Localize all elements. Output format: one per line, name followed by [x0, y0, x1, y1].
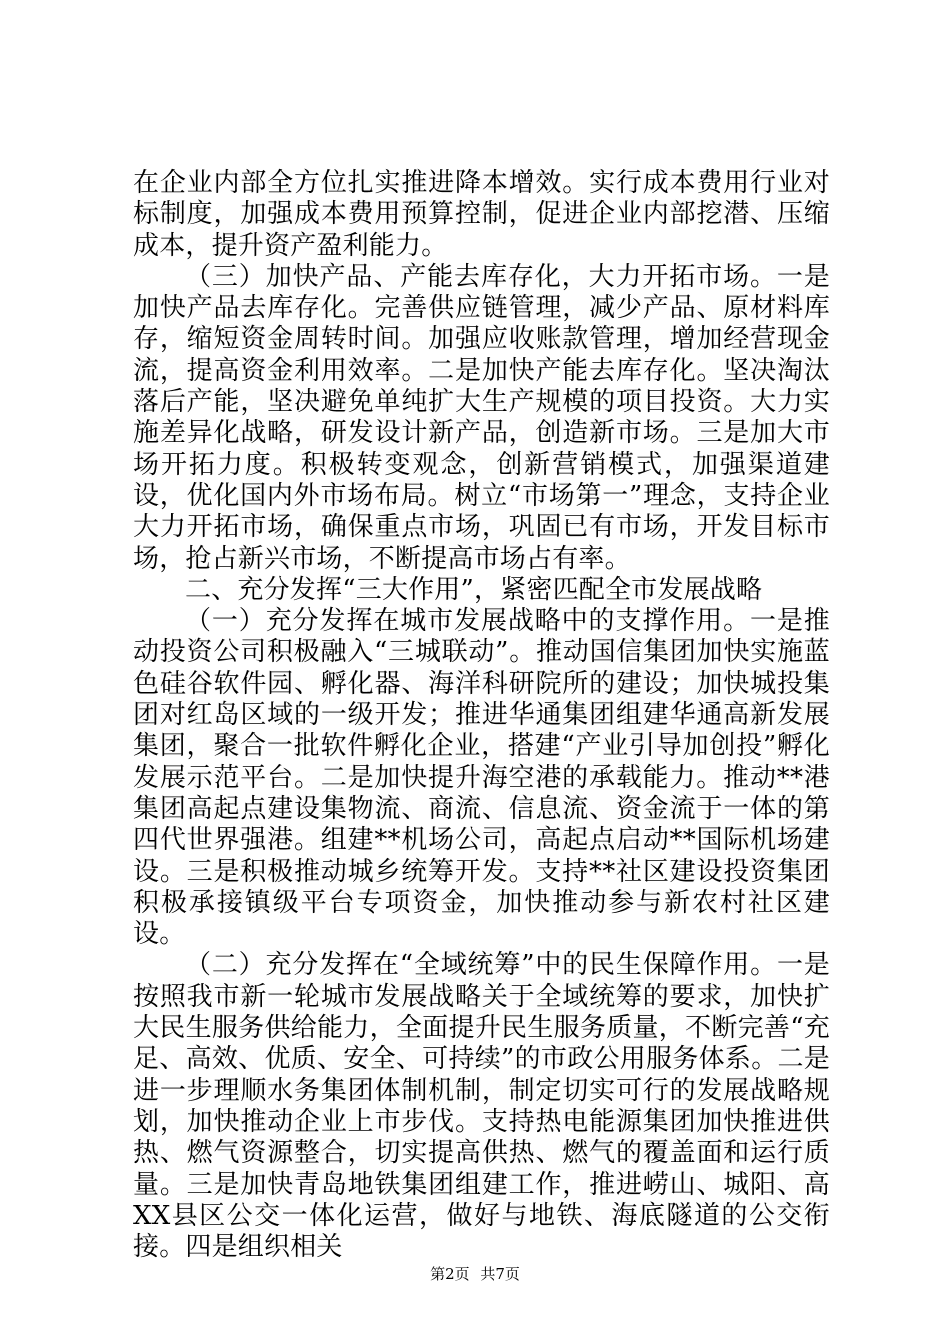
section-heading: 二、充分发挥“三大作用”，紧密匹配全市发展战略: [185, 574, 763, 605]
document-body: [133, 168, 830, 1263]
page-footer: [0, 1264, 950, 1284]
paragraph-3: （一）充分发挥在城市发展战略中的支撑作用。一是推动投资公司积极融入“三城联动”。推动国信集团加快实施蓝色硅谷软件园、孵化器、海洋科研院所的建设；加快城投集团对红岛区域的一级开发；推进华通集团组建华通高新发展集团，聚合一批软件孵化企业，搭建“产业引导加创投”孵化发展示范平台。二是加快提升海空港的承载能力。推动**港集团高起点建设集物流、商流、信息流、资金流于一体的第四代世界强港。组建**机场公司，高起点启动**国际机场建设。三是积极推动城乡统筹开发。支持**社区建设投资集团积极承接镇级平台专项资金，加快推动参与新农村社区建设。: [133, 606, 830, 950]
paragraph-1: 在企业内部全方位扎实推进降本增效。实行成本费用行业对标制度，加强成本费用预算控制，促进企业内部挖潜、压缩成本，提升资产盈利能力。: [133, 168, 830, 261]
page-number: 第2页: [430, 1265, 470, 1283]
paragraph-2: （三）加快产品、产能去库存化，大力开拓市场。一是加快产品去库存化。完善供应链管理，减少产品、原材料库存，缩短资金周转时间。加强应收账款管理，增加经营现金流，提高资金利用效率。二是加快产能去库存化。坚决淘汰落后产能，坚决避免单纯扩大生产规模的项目投资。大力实施差异化战略，研发设计新产品，创造新市场。三是加大市场开拓力度。积极转变观念，创新营销模式，加强渠道建设，优化国内外市场布局。树立“市场第一”理念，支持企业大力开拓市场，确保重点市场，巩固已有市场，开发目标市场，抢占新兴市场，不断提高市场占有率。: [133, 261, 830, 574]
paragraph-4: （二）充分发挥在“全域统筹”中的民生保障作用。一是按照我市新一轮城市发展战略关于全域统筹的要求，加快扩大民生服务供给能力，全面提升民生服务质量，不断完善“充足、高效、优质、安全、可持续”的市政公用服务体系。二是进一步理顺水务集团体制机制，制定切实可行的发展战略规划，加快推动企业上市步伐。支持热电能源集团加快推进供热、燃气资源整合，切实提高供热、燃气的覆盖面和运行质量。三是加快青岛地铁集团组建工作，推进崂山、城阳、高XX县区公交一体化运营，做好与地铁、海底隧道的公交衔接。四是组织相关: [133, 950, 830, 1263]
page-total: 共7页: [480, 1265, 520, 1283]
